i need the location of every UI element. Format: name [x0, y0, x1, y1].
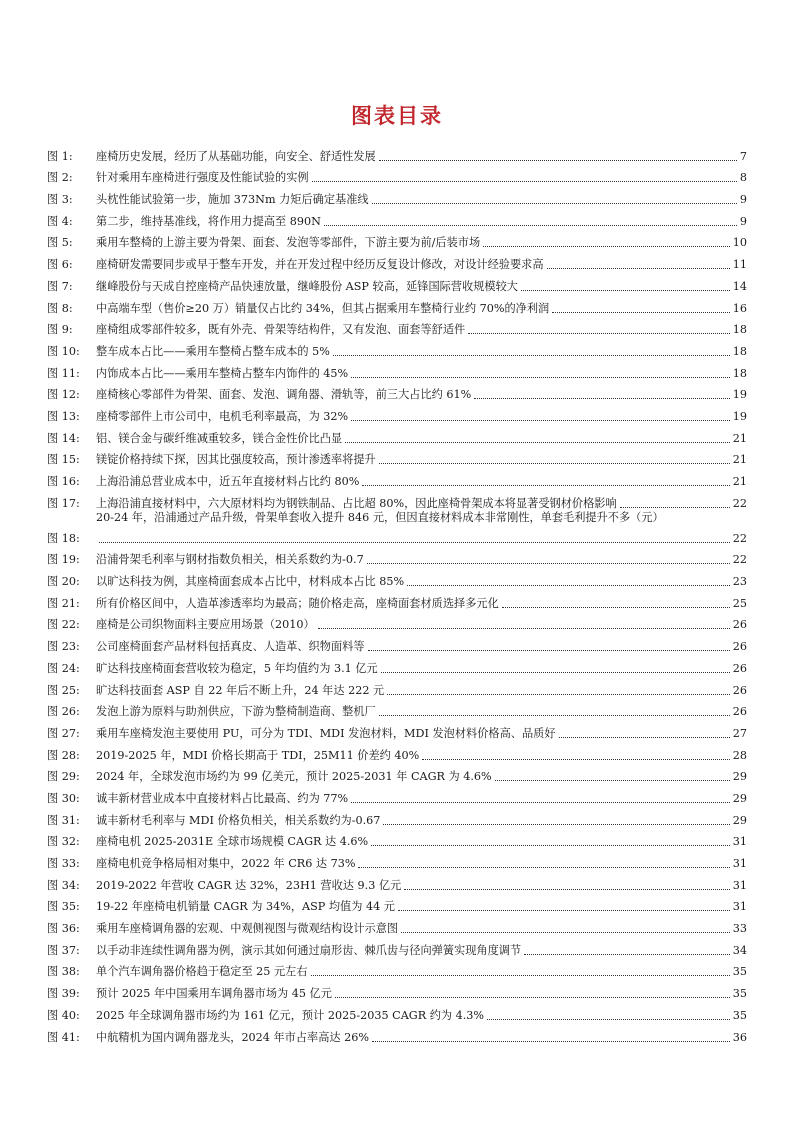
figure-number: 图 9:: [47, 323, 73, 337]
figure-caption[interactable]: 座椅研发需要同步或早于整车开发，并在开发过程中经历反复设计修改，对设计经验要求高: [96, 258, 544, 272]
figure-caption[interactable]: 单个汽车调角器价格趋于稳定至 25 元左右: [96, 965, 308, 979]
page-number[interactable]: 36: [732, 1030, 747, 1044]
page-number[interactable]: 22: [732, 496, 747, 510]
dot-leader: [99, 542, 730, 543]
figure-caption[interactable]: 诚丰新材营业成本中直接材料占比最高、约为 77%: [96, 791, 349, 805]
figure-number: 图 11:: [47, 366, 80, 380]
figure-number: 图 37:: [47, 943, 80, 957]
dot-leader: [387, 694, 730, 695]
dot-leader: [404, 889, 729, 890]
dot-leader: [345, 442, 730, 443]
figure-caption[interactable]: 预计 2025 年中国乘用车调角器市场为 45 亿元: [96, 987, 332, 1001]
page-number[interactable]: 7: [739, 149, 747, 163]
dot-leader: [401, 932, 730, 933]
page-number[interactable]: 19: [732, 388, 747, 402]
toc-entry[interactable]: [47, 939, 747, 961]
figure-number: 图 16:: [47, 475, 80, 488]
figure-caption[interactable]: 继峰股份与天成自控座椅产品快速放量，继峰股份 ASP 较高，延锋国际营收规模较大: [96, 279, 518, 293]
dot-leader: [368, 650, 730, 651]
toc-entry[interactable]: [47, 657, 747, 679]
page-number[interactable]: 35: [732, 987, 747, 1001]
figure-number: 图 28:: [47, 748, 80, 762]
dot-leader: [559, 737, 730, 738]
figure-caption[interactable]: 沿浦骨架毛利率与钢材指数负相关，相关系数约为-0.7: [96, 553, 364, 567]
page-number[interactable]: 22: [732, 553, 747, 567]
dot-leader: [398, 910, 730, 911]
dot-leader: [351, 420, 730, 421]
dot-leader: [379, 160, 737, 161]
figure-number: 图 35:: [47, 900, 80, 914]
page-number[interactable]: 8: [739, 171, 747, 185]
dot-leader: [372, 1041, 730, 1042]
toc-entry[interactable]: [47, 232, 747, 254]
page-number[interactable]: 28: [732, 748, 747, 762]
page-number[interactable]: 31: [732, 878, 747, 892]
page-number[interactable]: 18: [732, 344, 747, 358]
page-number[interactable]: 35: [732, 965, 747, 979]
dot-leader: [468, 333, 730, 334]
figure-caption[interactable]: 2024 年，全球发泡市场约为 99 亿美元，预计 2025-2031 年 CAGR 为 4.6%: [96, 770, 492, 784]
page-number[interactable]: 9: [739, 193, 747, 207]
figure-number: 图 6:: [47, 258, 73, 272]
toc-entry[interactable]: [47, 744, 747, 766]
figure-number: 图 22:: [47, 618, 80, 632]
page-number[interactable]: 31: [732, 900, 747, 914]
toc-entry[interactable]: [47, 510, 747, 549]
toc-entry[interactable]: [47, 874, 747, 896]
toc-entry[interactable]: [47, 145, 747, 167]
figure-number: 图 20:: [47, 575, 80, 589]
figure-number: 图 19:: [47, 553, 80, 567]
toc-entry[interactable]: [47, 896, 747, 918]
figure-number: 图 25:: [47, 683, 80, 697]
dot-leader: [318, 628, 730, 629]
figure-caption[interactable]: 座椅零部件上市公司中，电机毛利率最高，为 32%: [96, 409, 349, 423]
dot-leader: [372, 203, 737, 204]
toc-entry[interactable]: [47, 470, 747, 492]
figure-caption[interactable]: 整车成本占比——乘用车整椅占整车成本的 5%: [96, 344, 330, 358]
dot-leader: [362, 485, 729, 486]
page-number[interactable]: 33: [732, 922, 747, 936]
figure-number: 图 2:: [47, 171, 73, 185]
dot-leader: [422, 759, 730, 760]
figure-caption[interactable]: 2025 年全球调角器市场约为 161 亿元，预计 2025-2035 CAGR 约为 4.3%: [96, 1008, 485, 1022]
figure-number: 图 31:: [47, 813, 80, 827]
figure-number: 图 24:: [47, 661, 80, 675]
figure-caption[interactable]: 头枕性能试验第一步，施加 373Nm 力矩后确定基准线: [96, 193, 369, 207]
figure-number: 图 26:: [47, 705, 80, 719]
figure-caption[interactable]: 座椅核心零部件为骨架、面套、发泡、调角器、滑轨等，前三大占比约 61%: [96, 388, 472, 402]
figure-index-list: [47, 145, 747, 1048]
figure-number: 图 33:: [47, 857, 80, 870]
figure-number: 图 18:: [47, 531, 80, 545]
dot-leader: [381, 672, 730, 673]
dot-leader: [495, 780, 730, 781]
figure-number: 图 7:: [47, 279, 73, 293]
figure-caption[interactable]: 座椅电机竞争格局相对集中，2022 年 CR6 达 73%: [96, 857, 356, 870]
dot-leader: [312, 181, 737, 182]
figure-caption[interactable]: 针对乘用车座椅进行强度及性能试验的实例: [96, 171, 309, 185]
dot-leader: [483, 246, 730, 247]
dot-leader: [620, 507, 730, 508]
figure-caption[interactable]: 19-22 年座椅电机销量 CAGR 为 34%，ASP 均值为 44 元: [96, 900, 395, 914]
figure-caption[interactable]: 2019-2022 年营收 CAGR 达 32%，23H1 营收达 9.3 亿元: [96, 878, 402, 892]
page-number[interactable]: 29: [732, 813, 747, 827]
figure-caption[interactable]: 上海沿浦总营业成本中，近五年直接材料占比约 80%: [96, 475, 360, 488]
figure-caption[interactable]: 公司座椅面套产品材料包括真皮、人造革、织物面料等: [96, 640, 365, 654]
figure-number: 图 14:: [47, 431, 80, 445]
toc-entry[interactable]: [47, 982, 747, 1004]
dot-leader: [474, 398, 730, 399]
figure-caption[interactable]: 诚丰新材毛利率与 MDI 价格负相关，相关系数约为-0.67: [96, 813, 381, 827]
figure-number: 图 30:: [47, 791, 80, 805]
figure-caption[interactable]: 上海沿浦直接材料中，六大原材料均为钢铁制品、占比超 80%，因此座椅骨架成本将显著受钢材价格影响: [96, 496, 617, 510]
figure-caption[interactable]: 座椅历史发展，经历了从基础功能，向安全、舒适性发展: [96, 149, 376, 163]
toc-entry[interactable]: [47, 253, 747, 275]
figure-caption[interactable]: 以手动非连续性调角器为例，演示其如何通过扇形齿、棘爪齿与径向弹簧实现角度调节: [96, 943, 522, 957]
toc-entry[interactable]: [47, 549, 747, 571]
toc-entry[interactable]: [47, 679, 747, 701]
page-number[interactable]: 29: [732, 770, 747, 784]
toc-entry[interactable]: [47, 319, 747, 341]
figure-caption[interactable]: 所有价格区间中，人造革渗透率均为最高；随价格走高，座椅面套材质选择多元化: [96, 596, 499, 610]
page-number[interactable]: 23: [732, 575, 747, 589]
page-number[interactable]: 26: [732, 618, 747, 632]
page-number[interactable]: 21: [732, 431, 747, 445]
page-number[interactable]: 19: [732, 409, 747, 423]
caption-line: [96, 511, 747, 525]
figure-caption[interactable]: 座椅是公司织物面料主要应用场景（2010）: [96, 618, 315, 632]
page-number[interactable]: 26: [732, 640, 747, 654]
figure-number: 图 36:: [47, 922, 80, 936]
figure-caption[interactable]: 乘用车座椅发泡主要使用 PU，可分为 TDI、MDI 发泡材料，MDI 发泡材料价格高、品质好: [96, 726, 556, 740]
dot-leader: [351, 802, 730, 803]
figure-caption-block: [96, 511, 747, 546]
figure-caption[interactable]: 中航精机为国内调角器龙头，2024 年市占率高达 26%: [96, 1030, 370, 1044]
figure-caption[interactable]: 2019-2025 年，MDI 价格长期高于 TDI，25M11 价差约 40%: [96, 748, 420, 762]
toc-entry[interactable]: [47, 917, 747, 939]
toc-entry[interactable]: [47, 809, 747, 831]
figure-number: 图 23:: [47, 640, 80, 654]
page-number[interactable]: 31: [732, 835, 747, 849]
dot-leader: [379, 715, 730, 716]
caption-continuation: [96, 532, 747, 546]
figure-number: 图 32:: [47, 835, 80, 849]
figure-caption[interactable]: 发泡上游为原料与助剂供应，下游为整椅制造商、整机厂: [96, 705, 376, 719]
dot-leader: [335, 997, 730, 998]
figure-caption[interactable]: 20-24 年，沿浦通过产品升级，骨架单套收入提升 846 元，但因直接材料成本非常刚性，单套毛利提升不多（元）: [96, 510, 664, 524]
dot-leader: [521, 290, 730, 291]
toc-entry[interactable]: [47, 701, 747, 723]
figure-number: 图 38:: [47, 965, 80, 979]
figure-caption[interactable]: 以旷达科技为例，其座椅面套成本占比中，材料成本占比 85%: [96, 575, 405, 589]
toc-entry[interactable]: [47, 766, 747, 788]
page-number[interactable]: 26: [732, 683, 747, 697]
figure-number: 图 1:: [47, 149, 73, 163]
page-number[interactable]: 31: [732, 857, 747, 870]
page-number[interactable]: 16: [732, 301, 747, 315]
dot-leader: [311, 975, 730, 976]
toc-entry[interactable]: [47, 570, 747, 592]
page-number[interactable]: 14: [732, 279, 747, 293]
page-number[interactable]: 10: [732, 236, 747, 250]
figure-number: 图 8:: [47, 301, 73, 315]
toc-entry[interactable]: [47, 831, 747, 853]
dot-leader: [324, 225, 737, 226]
figure-caption[interactable]: 乘用车整椅的上游主要为骨架、面套、发泡等零部件，下游主要为前/后装市场: [96, 236, 481, 250]
toc-entry[interactable]: [47, 449, 747, 471]
figure-caption[interactable]: 第二步，维持基准线，将作用力提高至 890N: [96, 214, 321, 228]
toc-entry[interactable]: [47, 362, 747, 384]
figure-number: 图 17:: [47, 496, 80, 510]
toc-entry[interactable]: [47, 592, 747, 614]
page-number[interactable]: 29: [732, 791, 747, 805]
figure-number: 图 27:: [47, 726, 80, 740]
dot-leader: [524, 954, 730, 955]
page-number[interactable]: 21: [732, 453, 747, 467]
figure-caption[interactable]: 镁锭价格持续下探，因其比强度较高，预计渗透率将提升: [96, 453, 376, 467]
figure-caption[interactable]: 铝、镁合金与碳纤维减重较多，镁合金性价比凸显: [96, 431, 343, 445]
figure-caption[interactable]: 内饰成本占比——乘用车整椅占整车内饰件的 45%: [96, 366, 349, 380]
dot-leader: [371, 845, 730, 846]
figure-number: 图 15:: [47, 453, 80, 467]
dot-leader: [547, 268, 730, 269]
page-number[interactable]: 18: [732, 323, 747, 337]
toc-entry[interactable]: [47, 427, 747, 449]
figure-caption[interactable]: 旷达科技面套 ASP 自 22 年后不断上升，24 年达 222 元: [96, 683, 385, 697]
figure-number: 图 10:: [47, 344, 80, 358]
page-number[interactable]: 26: [732, 661, 747, 675]
dot-leader: [333, 355, 730, 356]
dot-leader: [367, 563, 730, 564]
dot-leader: [487, 1019, 730, 1020]
toc-entry[interactable]: [47, 852, 747, 874]
dot-leader: [502, 607, 730, 608]
dot-leader: [358, 867, 729, 868]
figure-number: 图 39:: [47, 987, 80, 1001]
page-title: 图表目录: [351, 103, 443, 128]
toc-entry[interactable]: [47, 961, 747, 983]
figure-number: 图 13:: [47, 409, 80, 423]
page-number[interactable]: 18: [732, 366, 747, 380]
page-number[interactable]: 26: [732, 705, 747, 719]
toc-entry[interactable]: [47, 188, 747, 210]
figure-number: 图 4:: [47, 214, 73, 228]
toc-entry[interactable]: [47, 384, 747, 406]
page-number[interactable]: 27: [732, 726, 747, 740]
figure-number: 图 12:: [47, 388, 80, 402]
dot-leader: [552, 312, 730, 313]
dot-leader: [407, 585, 730, 586]
toc-entry[interactable]: [47, 405, 747, 427]
toc-entry[interactable]: [47, 340, 747, 362]
toc-entry[interactable]: [47, 297, 747, 319]
page-number[interactable]: 11: [732, 258, 747, 272]
figure-caption[interactable]: 座椅电机 2025-2031E 全球市场规模 CAGR 达 4.6%: [96, 835, 369, 849]
figure-number: 图 3:: [47, 193, 73, 207]
figure-caption[interactable]: 旷达科技座椅面套营收较为稳定，5 年均值约为 3.1 亿元: [96, 661, 378, 675]
dot-leader: [351, 377, 730, 378]
page-number[interactable]: 22: [732, 531, 747, 545]
figure-number: 图 41:: [47, 1030, 80, 1044]
toc-entry[interactable]: [47, 722, 747, 744]
figure-number: 图 40:: [47, 1008, 80, 1022]
page-number[interactable]: 25: [732, 596, 747, 610]
page-number[interactable]: 35: [732, 1008, 747, 1022]
dot-leader: [383, 824, 729, 825]
figure-caption[interactable]: 座椅组成零部件较多，既有外壳、骨架等结构件，又有发泡、面套等舒适件: [96, 323, 466, 337]
figure-number: 图 34:: [47, 878, 80, 892]
toc-entry[interactable]: [47, 1004, 747, 1026]
toc-entry[interactable]: [47, 210, 747, 232]
dot-leader: [379, 463, 730, 464]
page-number[interactable]: 34: [732, 943, 747, 957]
toc-entry[interactable]: [47, 635, 747, 657]
page-number[interactable]: 9: [739, 214, 747, 228]
figure-number: 图 21:: [47, 596, 80, 610]
figure-number: 图 29:: [47, 770, 80, 784]
toc-entry[interactable]: [47, 167, 747, 189]
figure-number: 图 5:: [47, 236, 73, 250]
figure-caption[interactable]: 乘用车座椅调角器的宏观、中观侧视图与微观结构设计示意图: [96, 922, 399, 936]
figure-caption[interactable]: 中高端车型（售价≥20 万）销量仅占比约 34%，但其占据乘用车整椅行业约 70%的净利润: [96, 301, 550, 315]
toc-entry[interactable]: [47, 275, 747, 297]
toc-entry[interactable]: [47, 1026, 747, 1048]
toc-entry[interactable]: [47, 614, 747, 636]
page-number[interactable]: 21: [732, 475, 747, 488]
toc-entry[interactable]: [47, 787, 747, 809]
